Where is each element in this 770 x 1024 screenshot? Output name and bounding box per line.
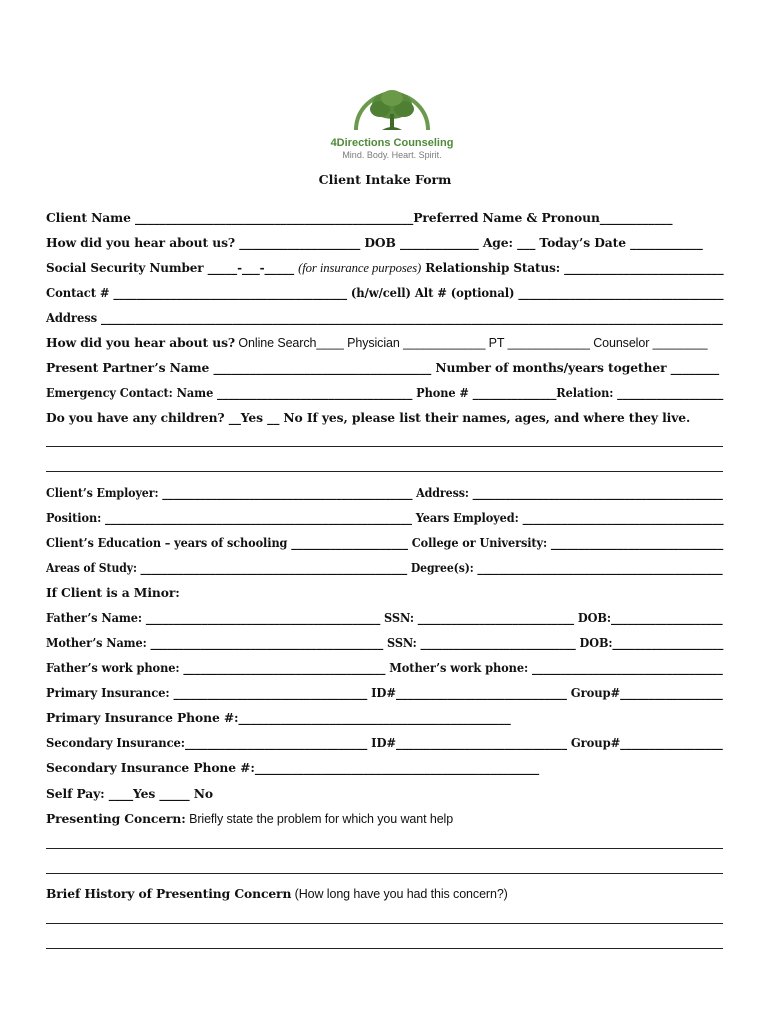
logo-tagline-text: Mind. Body. Heart. Spirit. xyxy=(342,150,442,160)
company-logo xyxy=(330,78,454,164)
contact-line: Contact # _________________________________________ (h/w/cell) Alt # (optional) ____________________________________ xyxy=(46,285,724,300)
tree-icon xyxy=(330,78,454,164)
hear-dob-line: How did you hear about us? ____________________ DOB _____________ Age: ___ Today’s Date ____________ xyxy=(46,235,703,250)
secondary-insurance-phone-line: Secondary Insurance Phone #:_______________________________________________ xyxy=(46,760,540,775)
work-phone-line: Father’s work phone: ____________________________________ Mother’s work phone: __________________________________ xyxy=(46,660,723,675)
partner-line: Present Partner’s Name ____________________________________ Number of months/years together ________ xyxy=(46,360,720,375)
client-name-line: Client Name ______________________________________________Preferred Name & Pronoun____________ xyxy=(46,210,673,225)
ssn-line xyxy=(46,260,723,276)
history-blank-1[interactable] xyxy=(46,923,723,924)
children-line: Do you have any children? __Yes __ No If yes, please list their names, ages, and where they live. xyxy=(46,410,691,425)
presenting-concern-hint: Briefly state the problem for which you want help xyxy=(185,812,454,826)
minor-heading: If Client is a Minor: xyxy=(46,585,180,600)
form-title: Client Intake Form xyxy=(318,172,452,187)
ssn-label: Social Security Number _____-___-_____ xyxy=(46,260,299,275)
referral-label: How did you hear about us? xyxy=(46,335,236,350)
concern-blank-2[interactable] xyxy=(46,873,723,874)
father-line: Father’s Name: __________________________________________ SSN: ____________________________ DOB:____________________ xyxy=(46,610,723,625)
primary-insurance-phone-line: Primary Insurance Phone #:_____________________________________________ xyxy=(46,710,511,725)
children-blank-2[interactable] xyxy=(46,471,723,472)
history-line xyxy=(46,886,508,902)
presenting-concern-label: Presenting Concern: xyxy=(46,811,186,826)
logo-brand-text: 4Directions Counseling xyxy=(330,137,454,149)
concern-blank-1[interactable] xyxy=(46,848,723,849)
emergency-contact-line: Emergency Contact: Name ___________________________________ Phone # _______________Relation: ___________________ xyxy=(46,385,724,400)
presenting-concern-line xyxy=(46,811,453,827)
history-label: Brief History of Presenting Concern xyxy=(46,886,292,901)
employer-line: Client’s Employer: ______________________________________________ Address: ______________________________________________ xyxy=(46,485,723,500)
address-line: Address _____________________________________________________________________________________________________________ xyxy=(46,310,723,325)
referral-line xyxy=(46,335,707,351)
children-blank-1[interactable] xyxy=(46,446,723,447)
history-hint: (How long have you had this concern?) xyxy=(291,887,508,901)
primary-insurance-line: Primary Insurance: __________________________________ ID#______________________________ Group#__________________ xyxy=(46,685,723,700)
education-line: Client’s Education – years of schooling _____________________ College or University: _______________________________ xyxy=(46,535,724,550)
areas-of-study-line: Areas of Study: __________________________________________________ Degree(s): ______________________________________________ xyxy=(46,560,723,575)
mother-line: Mother’s Name: __________________________________________ SSN: ____________________________ DOB:____________________ xyxy=(46,635,724,650)
relationship-status-label: Relationship Status: ___________________________ xyxy=(421,260,724,275)
position-line: Position: _______________________________________________________ Years Employed: ____________________________________ xyxy=(46,510,724,525)
referral-options: Online Search____ Physician ____________ PT ____________ Counselor ________ xyxy=(235,336,708,350)
self-pay-line: Self Pay: ____Yes _____ No xyxy=(46,786,213,801)
history-blank-2[interactable] xyxy=(46,948,723,949)
secondary-insurance-line: Secondary Insurance:________________________________ ID#______________________________ Group#__________________ xyxy=(46,735,723,750)
ssn-note: (for insurance purposes) xyxy=(298,260,422,275)
